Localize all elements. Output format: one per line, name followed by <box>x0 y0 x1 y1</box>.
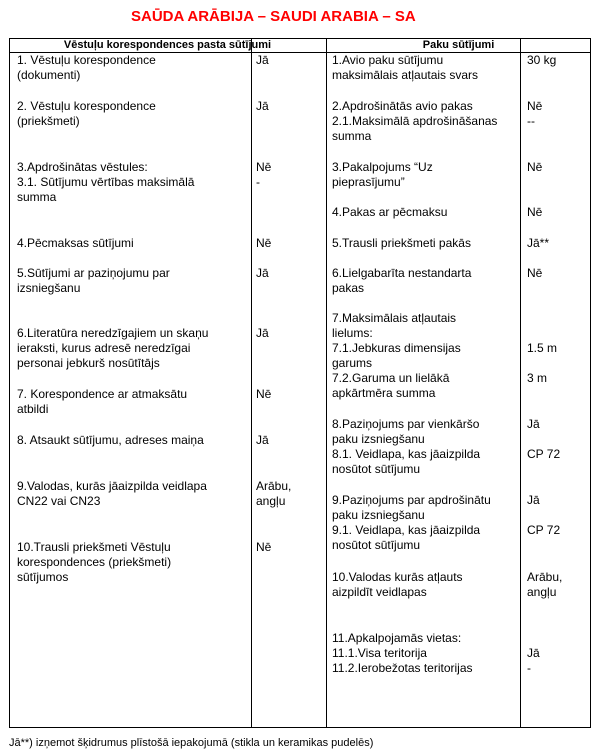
parcels-row-label: 9.Paziņojums par apdrošinātu paku izsniegšanu 9.1. Veidlapa, kas jāaizpilda nosūtot sūtījumu <box>332 493 491 552</box>
parcels-row-value: 1.5 m 3 m <box>527 341 558 385</box>
parcels-row-value: Nē -- <box>527 99 543 128</box>
letters-row-value: Arābu, angļu <box>256 479 292 508</box>
letters-row-label: 5.Sūtījumi ar paziņojumu par izsniegšanu <box>17 266 170 295</box>
letters-row-label: 4.Pēcmaksas sūtījumi <box>17 236 134 250</box>
left-value-divider <box>251 38 252 728</box>
parcels-row-label: 4.Pakas ar pēcmaksu <box>332 205 448 219</box>
parcels-row-label: 10.Valodas kurās atļauts aizpildīt veidlapas <box>332 570 463 599</box>
letters-row-value: Nē - <box>256 160 272 189</box>
parcels-row-label: 2.Apdrošinātās avio pakas 2.1.Maksimālā apdrošināšanas summa <box>332 99 498 143</box>
letters-row-label: 7. Korespondence ar atmaksātu atbildi <box>17 387 188 416</box>
parcels-row-label: 11.Apkalpojamās vietas: 11.1.Visa teritorija 11.2.Ierobežotas teritorijas <box>332 631 473 675</box>
parcels-row-label: 5.Trausli priekšmeti pakās <box>332 236 471 250</box>
info-table <box>9 38 591 728</box>
parcels-column-header: Paku sūtījumi <box>422 39 495 51</box>
parcels-row-label: 3.Pakalpojums “Uz pieprasījumu” <box>332 160 433 189</box>
parcels-row-value: Jā** <box>527 236 550 250</box>
center-divider <box>326 38 327 728</box>
letters-row-value: Nē <box>256 236 272 250</box>
letters-row-value: Nē <box>256 540 272 554</box>
letters-row-value: Jā <box>256 266 269 280</box>
parcels-row-value: Nē <box>527 266 543 280</box>
letters-row-value: Jā <box>256 99 269 113</box>
letters-row-label: 6.Literatūra neredzīgajiem un skaņu ieraksti, kurus adresē neredzīgai personai jebkurš nosūtītājs <box>17 326 209 370</box>
parcels-row-label: 6.Lielgabarīta nestandarta pakas <box>332 266 472 295</box>
parcels-row-label: 1.Avio paku sūtījumu maksimālais atļautais svars <box>332 53 479 82</box>
parcels-row-value: Arābu, angļu <box>527 570 563 599</box>
letters-row-label: 1. Vēstuļu korespondence (dokumenti) <box>17 53 156 82</box>
letters-row-value: Nē <box>256 387 272 401</box>
parcels-row-value: Jā - <box>527 646 540 675</box>
parcels-row-value: 30 kg <box>527 53 557 67</box>
parcels-row-value: Nē <box>527 160 543 174</box>
footnote: Jā**) izņemot šķidrumus plīstošā iepakojumā (stikla un keramikas pudelēs) <box>9 737 374 749</box>
parcels-row-value: Nē <box>527 205 543 219</box>
letters-row-label: 3.Apdrošinātas vēstules: 3.1. Sūtījumu vērtības maksimālā summa <box>17 160 195 204</box>
letters-row-value: Jā <box>256 433 269 447</box>
right-value-divider <box>520 38 521 728</box>
letters-row-value: Jā <box>256 326 269 340</box>
letters-row-label: 9.Valodas, kurās jāaizpilda veidlapa CN22 vai CN23 <box>17 479 207 508</box>
page-title: SAŪDA ARĀBIJA – SAUDI ARABIA – SA <box>131 8 416 25</box>
parcels-row-value: Jā CP 72 <box>527 493 561 537</box>
parcels-row-label: 8.Paziņojums par vienkāršo paku izsniegšanu 8.1. Veidlapa, kas jāaizpilda nosūtot sūtījumu <box>332 417 481 476</box>
letters-row-value: Jā <box>256 53 269 67</box>
letters-column-header: Vēstuļu korespondences pasta sūtījumi <box>63 39 272 51</box>
letters-row-label: 10.Trausli priekšmeti Vēstuļu korespondences (priekšmeti) sūtījumos <box>17 540 172 584</box>
parcels-row-label: 7.Maksimālais atļautais lielums: 7.1.Jebkuras dimensijas garums 7.2.Garuma un lielākā apkārtmēra summa <box>332 311 461 400</box>
letters-row-label: 2. Vēstuļu korespondence (priekšmeti) <box>17 99 156 128</box>
parcels-row-value: Jā CP 72 <box>527 417 561 461</box>
letters-row-label: 8. Atsaukt sūtījumu, adreses maiņa <box>17 433 204 447</box>
